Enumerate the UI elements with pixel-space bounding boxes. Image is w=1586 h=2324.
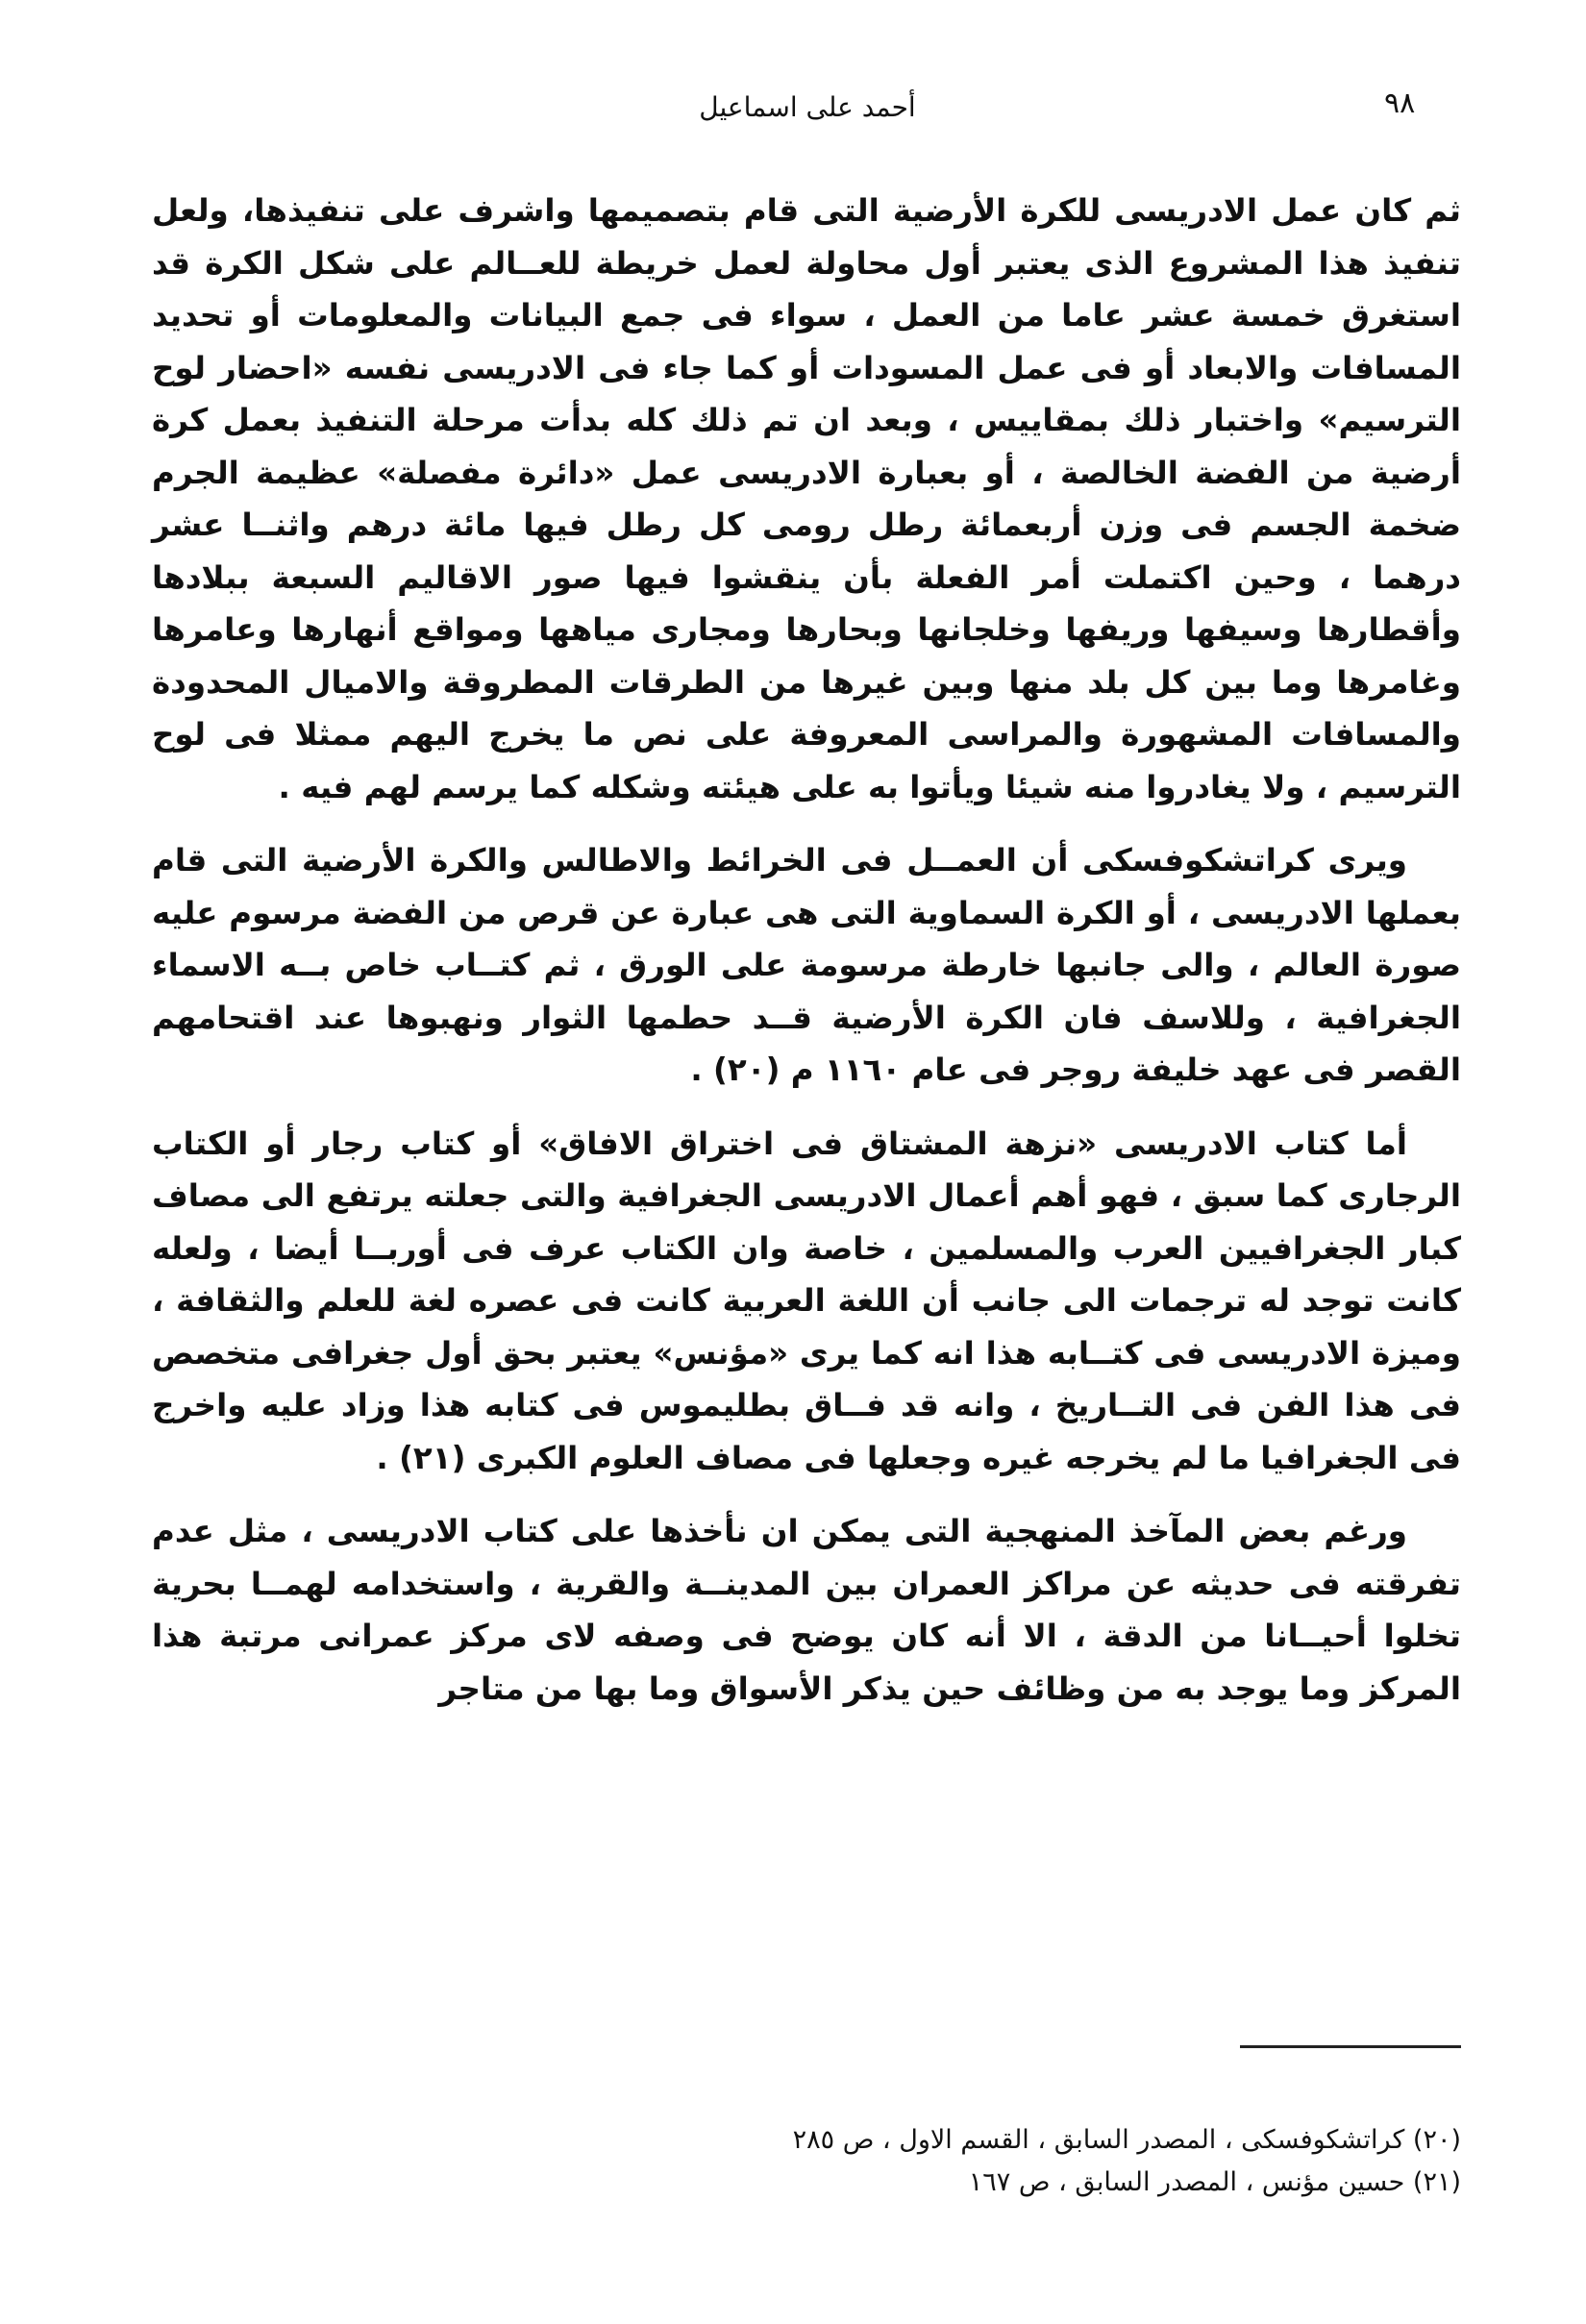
footnote-divider [1240,2045,1461,2048]
paragraph: ويرى كراتشكوفسكى أن العمــل فى الخرائط والاطالس والكرة الأرضية التى قام بعملها الادريسى ، أو الكرة السماوية التى هى عبارة عن قرص من الفضة مرسوم عليه صورة العالم ، والى جانبها خارطة مرسومة على الورق ، ثم كتــاب خاص بــه الاسماء الجغرافية ، وللاسف فان الكرة الأرضية قــد حطمها الثوار ونهبوها عند اقتحامهم القصر فى عهد خليفة روجر فى عام ١١٦٠ م (٢٠) . [152,842,1461,1088]
footnote-20: (٢٠) كراتشكوفسكى ، المصدر السابق ، القسم الاول ، ص ٢٨٥ [792,2125,1461,2155]
footnotes [384,2119,1461,2204]
main-text [152,185,1461,1736]
paragraph: ثم كان عمل الادريسى للكرة الأرضية التى قام بتصميمها واشرف على تنفيذها، ولعل تنفيذ هذا المشروع الذى يعتبر أول محاولة لعمل خريطة للعــالم على شكل الكرة قد استغرق خمسة عشر عاما من العمل ، سواء فى جمع البيانات والمعلومات أو تحديد المسافات والابعاد أو فى عمل المسودات أو كما جاء فى الادريسى نفسه «احضار لوح الترسيم» واختبار ذلك بمقاييس ، وبعد ان تم ذلك كله بدأت مرحلة التنفيذ بعمل كرة أرضية من الفضة الخالصة ، أو بعبارة الادريسى عمل «دائرة مفصلة» عظيمة الجرم ضخمة الجسم فى وزن أربعمائة رطل رومى كل رطل فيها مائة درهم واثنــا عشر درهما ، وحين اكتملت أمر الفعلة بأن ينقشوا فيها صور الاقاليم السبعة ببلادها وأقطارها وسيفها وريفها وخلجانها وبحارها ومجارى مياهها ومواقع أنهارها وعامرها وغامرها وما بين كل بلد منها وبين غيرها من الطرقات المطروقة والاميال المحدودة والمسافات المشهورة والمراسى المعروفة على نص ما يخرج اليهم ممثلا فى لوح الترسيم ، ولا يغادروا منه شيئا ويأتوا به على هيئته وشكله كما يرسم لهم فيه . [152,192,1461,805]
page-number: ٩٨ [1384,87,1416,120]
running-header-author: أحمد على اسماعيل [699,91,916,123]
paragraph: ورغم بعض المآخذ المنهجية التى يمكن ان نأخذها على كتاب الادريسى ، مثل عدم تفرقته فى حديثه عن مراكز العمران بين المدينــة والقرية ، واستخدامه لهمــا بحرية تخلوا أحيــانا من الدقة ، الا أنه كان يوضح فى وصفه لاى مركز عمرانى مرتبة هذا المركز وما يوجد به من وظائف حين يذكر الأسواق وما بها من متاجر [152,1513,1461,1707]
footnote-21: (٢١) حسين مؤنس ، المصدر السابق ، ص ١٦٧ [968,2167,1461,2197]
paragraph: أما كتاب الادريسى «نزهة المشتاق فى اختراق الافاق» أو كتاب رجار أو الكتاب الرجارى كما سبق ، فهو أهم أعمال الادريسى الجغرافية والتى جعلته يرتفع الى مصاف كبار الجغرافيين العرب والمسلمين ، خاصة وان الكتاب عرف فى أوربــا أيضا ، ولعله كانت توجد له ترجمات الى جانب أن اللغة العربية كانت فى عصره لغة للعلم والثقافة ، وميزة الادريسى فى كتــابه هذا انه كما يرى «مؤنس» يعتبر بحق أول جغرافى متخصص فى هذا الفن فى التــاريخ ، وانه قد فــاق بطليموس فى كتابه هذا وزاد عليه واخرج فى الجغرافيا ما لم يخرجه غيره وجعلها فى مصاف العلوم الكبرى (٢١) . [152,1125,1461,1476]
